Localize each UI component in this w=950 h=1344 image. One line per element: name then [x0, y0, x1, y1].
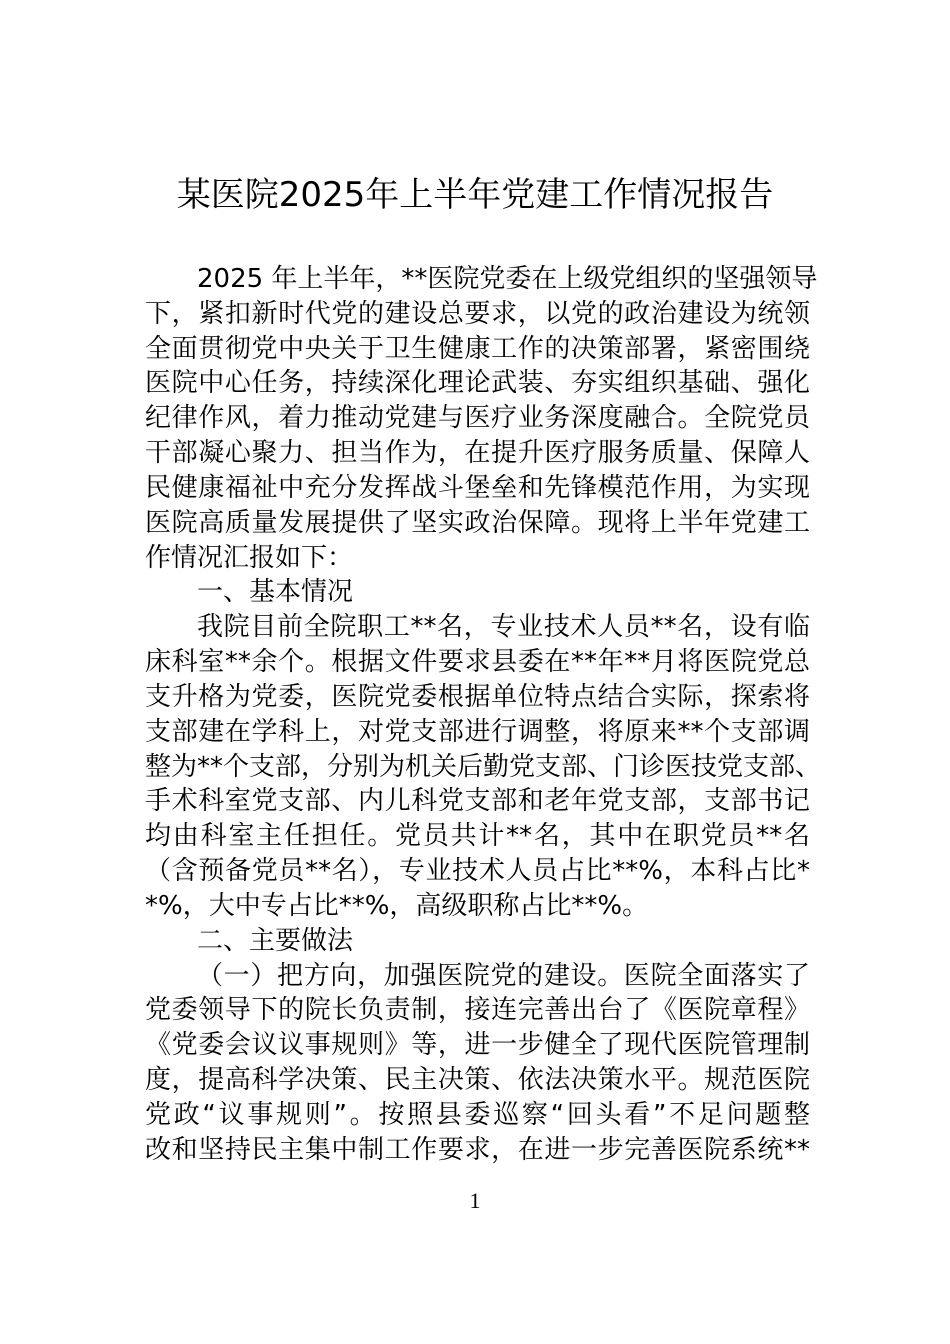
text-line: 手术科室党支部、内儿科党支部和老年党支部，支部书记 — [145, 786, 810, 817]
document-title: 某医院2025年上半年党建工作情况报告 — [176, 175, 774, 215]
text-line: 全面贯彻党中央关于卫生健康工作的决策部署，紧密围绕 — [145, 333, 810, 364]
text-line: 均由科室主任担任。党员共计**名，其中在职党员**名 — [145, 821, 810, 852]
text-line: 党委领导下的院长负责制，接连完善出台了《医院章程》 — [145, 995, 810, 1026]
text-line: 纪律作风，着力推动党建与医疗业务深度融合。全院党员 — [145, 403, 810, 434]
text-line: 一、基本情况 — [197, 577, 354, 608]
text-line: 改和坚持民主集中制工作要求，在进一步完善医院系统** — [145, 1134, 810, 1165]
text-line: 床科室**余个。根据文件要求县委在**年**月将医院党总 — [145, 647, 810, 678]
text-line: 作情况汇报如下： — [145, 542, 354, 573]
text-line: 整为**个支部，分别为机关后勤党支部、门诊医技党支部、 — [145, 751, 822, 782]
document-body — [145, 262, 822, 1168]
text-line: 《党委会议议事规则》等，进一步健全了现代医院管理制 — [145, 1030, 810, 1061]
text-line: 2025 年上半年，**医院党委在上级党组织的坚强领导 — [197, 264, 818, 294]
text-line: （含预备党员**名），专业技术人员占比**%，本科占比* — [145, 856, 810, 887]
text-line: 党政“议事规则”。按照县委巡察“回头看”不足问题整 — [145, 1099, 810, 1130]
text-line: *%，大中专占比**%，高级职称占比**%。 — [145, 890, 649, 921]
text-line: 干部凝心聚力、担当作为，在提升医疗服务质量、保障人 — [145, 438, 810, 469]
text-line: 支部建在学科上，对党支部进行调整，将原来**个支部调 — [145, 716, 810, 747]
text-line: 支升格为党委，医院党委根据单位特点结合实际，探索将 — [145, 681, 810, 712]
text-line: 医院中心任务，持续深化理论武装、夯实组织基础、强化 — [145, 368, 810, 399]
text-line: 二、主要做法 — [197, 925, 354, 956]
page-number: 1 — [469, 1188, 481, 1213]
text-line: 民健康福祉中充分发挥战斗堡垒和先锋模范作用，为实现 — [145, 472, 810, 503]
text-line: 下，紧扣新时代党的建设总要求，以党的政治建设为统领 — [145, 298, 810, 329]
text-line: 度，提高科学决策、民主决策、依法决策水平。规范医院 — [145, 1065, 810, 1096]
text-line: 医院高质量发展提供了坚实政治保障。现将上半年党建工 — [145, 507, 810, 538]
text-line: 我院目前全院职工**名，专业技术人员**名，设有临 — [197, 612, 810, 643]
text-line: （一）把方向，加强医院党的建设。医院全面落实了 — [197, 960, 810, 991]
